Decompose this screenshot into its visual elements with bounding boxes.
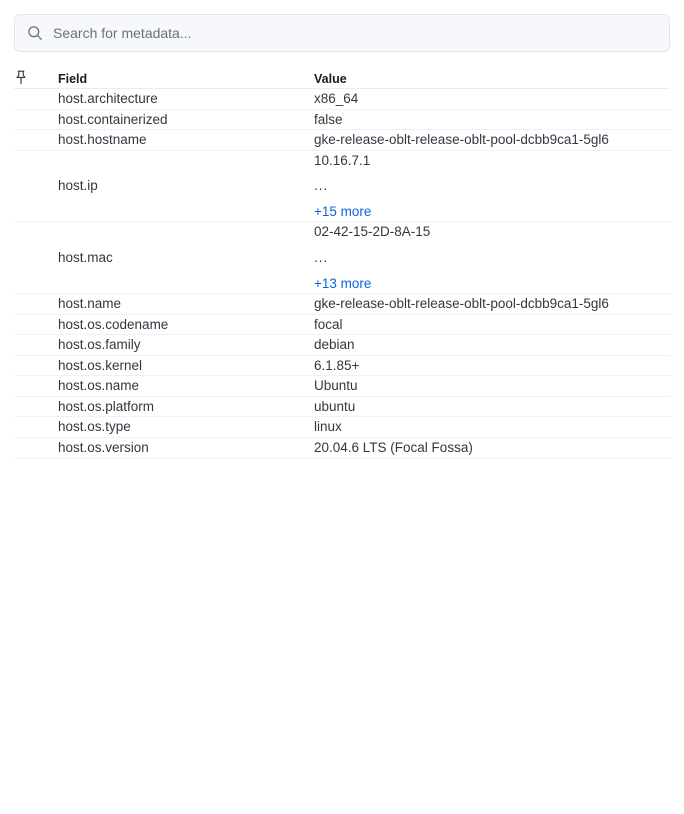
search-input[interactable] xyxy=(53,15,653,51)
table-row[interactable] xyxy=(14,130,670,151)
table-row[interactable] xyxy=(14,314,670,335)
row-value: x86_64 xyxy=(314,91,359,106)
table-row[interactable] xyxy=(14,438,670,459)
row-value-ellipsis: ... xyxy=(314,249,329,265)
row-pin-cell[interactable] xyxy=(14,314,58,335)
metadata-table xyxy=(14,70,670,459)
row-field: host.mac xyxy=(58,249,113,265)
row-value: false xyxy=(314,111,343,127)
row-pin-cell[interactable] xyxy=(14,89,58,110)
row-pin-cell[interactable] xyxy=(14,396,58,417)
table-row[interactable] xyxy=(14,417,670,438)
row-pin-cell[interactable] xyxy=(14,335,58,356)
row-field: host.os.platform xyxy=(58,398,155,414)
row-field: host.os.version xyxy=(58,440,149,455)
row-field: host.os.kernel xyxy=(58,357,143,373)
table-body xyxy=(14,89,670,459)
table-row[interactable] xyxy=(14,89,670,110)
row-value: Ubuntu xyxy=(314,378,358,394)
row-pin-cell[interactable] xyxy=(14,150,58,222)
row-value: 20.04.6 LTS (Focal Fossa) xyxy=(314,440,473,455)
row-field: host.name xyxy=(58,296,122,312)
table-row[interactable] xyxy=(14,376,670,397)
row-value: 02-42-15-2D-8A-15 xyxy=(314,224,431,240)
row-pin-cell[interactable] xyxy=(14,438,58,459)
table-row[interactable] xyxy=(14,396,670,417)
row-value: linux xyxy=(314,419,342,435)
row-value-multi xyxy=(314,222,670,294)
row-value: focal xyxy=(314,316,343,332)
row-field: host.os.type xyxy=(58,419,131,435)
search-bar[interactable] xyxy=(14,14,670,52)
row-value: 6.1.85+ xyxy=(314,357,360,373)
row-pin-cell[interactable] xyxy=(14,109,58,130)
table-row[interactable] xyxy=(14,222,670,294)
row-pin-cell[interactable] xyxy=(14,376,58,397)
row-field: host.os.name xyxy=(58,378,140,394)
table-row[interactable] xyxy=(14,109,670,130)
row-field: host.ip xyxy=(58,178,98,194)
show-more-link[interactable]: +15 more xyxy=(314,203,372,219)
row-pin-cell[interactable] xyxy=(14,417,58,438)
show-more-link[interactable]: +13 more xyxy=(314,275,372,291)
row-pin-cell[interactable] xyxy=(14,222,58,294)
value-column-header: Value xyxy=(314,70,670,89)
row-field: host.os.family xyxy=(58,337,141,353)
row-field: host.architecture xyxy=(58,91,158,106)
row-value: ubuntu xyxy=(314,398,356,414)
row-pin-cell[interactable] xyxy=(14,355,58,376)
table-row[interactable] xyxy=(14,150,670,222)
table-row[interactable] xyxy=(14,294,670,315)
row-field: host.os.codename xyxy=(58,316,169,332)
search-icon xyxy=(27,25,43,41)
row-value: 10.16.7.1 xyxy=(314,152,371,168)
field-column-header: Field xyxy=(58,70,314,89)
row-value: gke-release-oblt-release-oblt-pool-dcbb9ca1-5gl6 xyxy=(314,132,609,148)
row-value: gke-release-oblt-release-oblt-pool-dcbb9ca1-5gl6 xyxy=(314,296,609,312)
row-value-ellipsis: ... xyxy=(314,178,329,194)
row-pin-cell[interactable] xyxy=(14,130,58,151)
pin-column-header xyxy=(14,70,58,89)
row-value-multi xyxy=(314,150,670,222)
row-field: host.containerized xyxy=(58,111,168,127)
row-field: host.hostname xyxy=(58,132,147,148)
row-pin-cell[interactable] xyxy=(14,294,58,315)
table-header xyxy=(14,70,670,89)
table-row[interactable] xyxy=(14,355,670,376)
pin-icon xyxy=(14,70,28,85)
row-value: debian xyxy=(314,337,355,353)
table-row[interactable] xyxy=(14,335,670,356)
